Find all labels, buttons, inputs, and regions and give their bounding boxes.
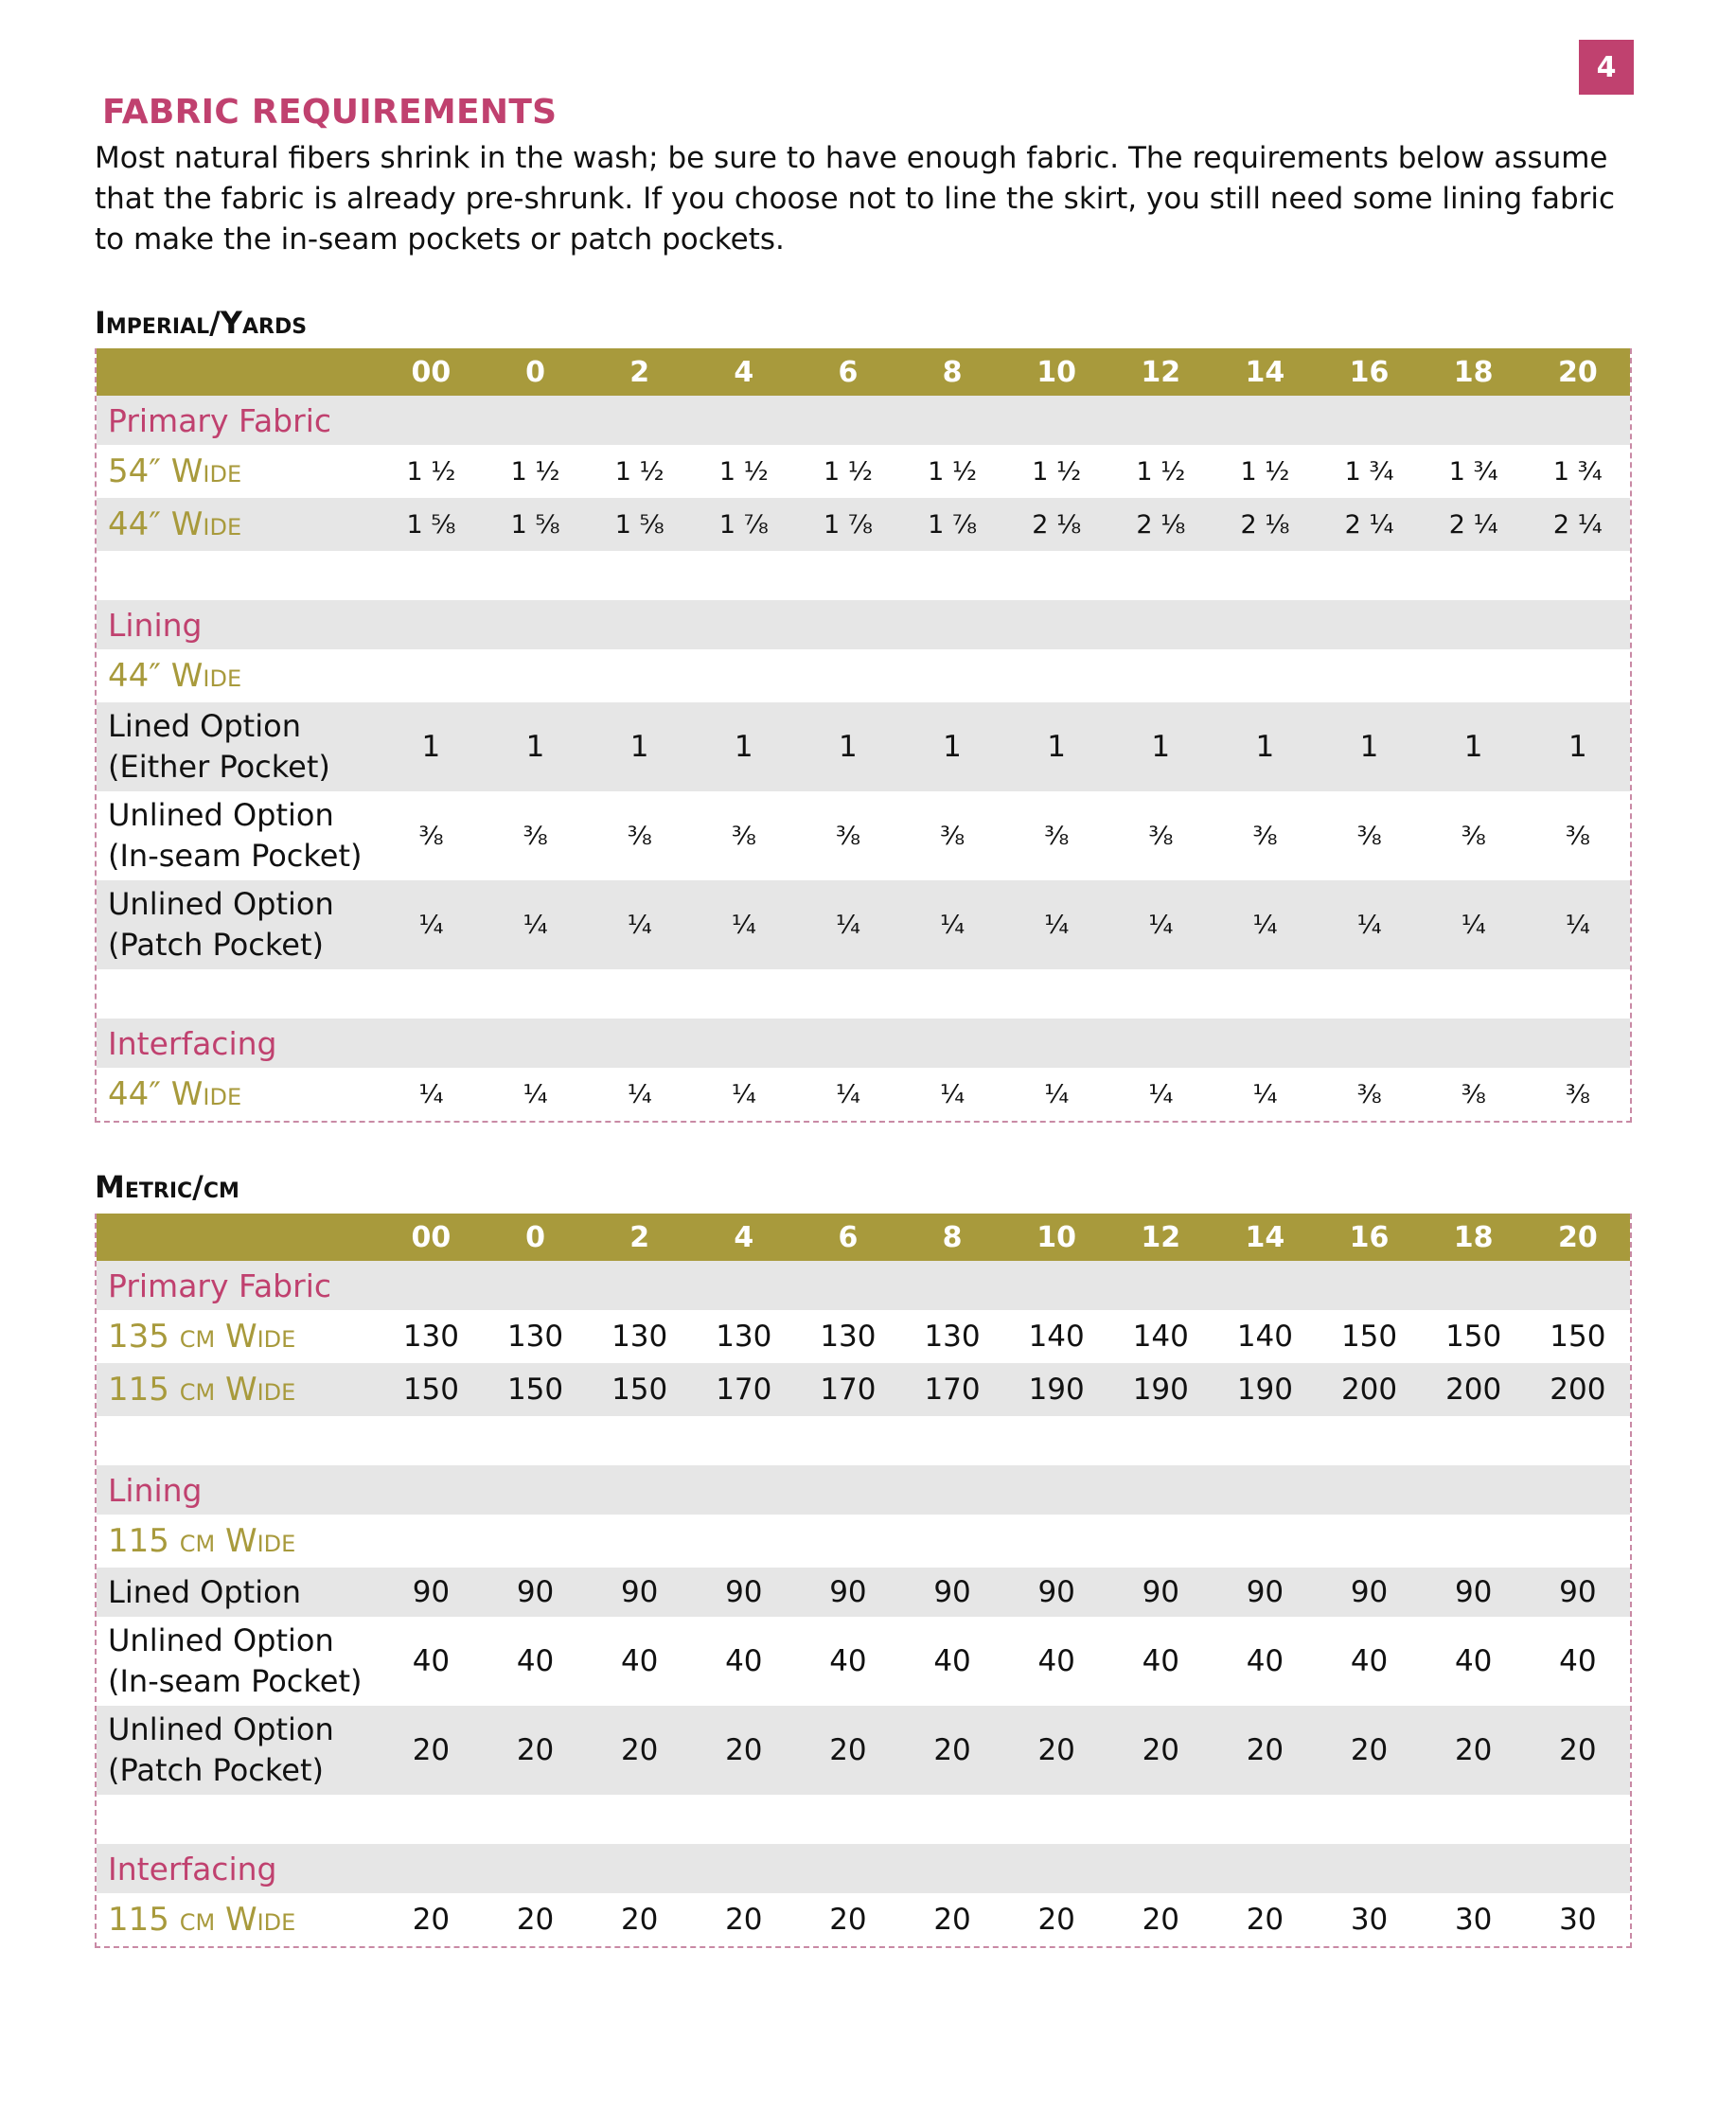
table-cell: ⅜ [1461,821,1486,851]
table-cell: 90 [725,1575,763,1609]
table-cell: 200 [1340,1373,1398,1407]
size-header-cell: 0 [525,1220,545,1254]
table-cell: ¼ [1252,1079,1278,1109]
page-number-badge: 4 [1579,40,1634,95]
table-cell: ⅜ [1565,1079,1590,1109]
width-label: 135 cm Wide [108,1318,296,1356]
table-cell: 1 ⅝ [510,509,560,540]
table-cell: ⅜ [1148,821,1174,851]
table-cell: 30 [1350,1903,1389,1937]
table-cell: 130 [402,1320,459,1354]
option-line: Lined Option [108,1573,301,1610]
table-cell: 1 ½ [823,456,873,487]
table-cell: 1 ¾ [1344,456,1394,487]
table-cell: 2 ⅛ [1240,509,1290,540]
option-label [97,1568,379,1617]
table-row [97,1617,1630,1706]
table-cell: ⅜ [731,821,756,851]
table-cell: 2 ¼ [1552,509,1603,540]
table-cell: 130 [716,1320,772,1354]
table-cell: ⅜ [1356,1079,1382,1109]
table-cell: 190 [1028,1373,1085,1407]
table-cell: 140 [1236,1320,1293,1354]
option-line: (In-seam Pocket) [108,838,363,874]
table-cell: ¼ [523,1079,548,1109]
table-cell: 20 [1350,1733,1389,1767]
table-cell: 1 [1151,730,1171,764]
table-cell: 1 [421,730,441,764]
table-cell: 20 [1142,1733,1180,1767]
option-line: (In-seam Pocket) [108,1663,363,1699]
table-cell: 150 [1445,1320,1502,1354]
table-cell: 1 ⅞ [928,509,978,540]
table-cell: 1 [943,730,962,764]
table-cell: 20 [516,1733,555,1767]
table-cell: 130 [611,1320,668,1354]
size-header-cell: 4 [734,1220,754,1254]
width-label: 44″ Wide [108,1075,242,1113]
table-cell: 2 ⅛ [1136,509,1186,540]
table-cell: 30 [1559,1903,1597,1937]
table-cell: 40 [620,1644,659,1678]
table-cell: 1 [525,730,545,764]
width-label: 54″ Wide [108,452,242,490]
size-header-cell: 2 [629,355,650,389]
table-cell: 150 [1340,1320,1398,1354]
table-cell: 20 [1246,1733,1284,1767]
table-cell: 40 [725,1644,763,1678]
primary-fabric-label: Primary Fabric [108,401,332,439]
table-row [97,1893,1630,1946]
size-header-cell: 14 [1245,1220,1285,1254]
table-cell: ¼ [418,910,444,940]
table-cell: ⅜ [1356,821,1382,851]
table-cell: 40 [1559,1644,1597,1678]
table-cell: 40 [516,1644,555,1678]
table-cell: 90 [1142,1575,1180,1609]
option-line: Unlined Option [108,1711,334,1747]
table-cell: 1 [1047,730,1067,764]
size-header-blank [97,348,379,396]
table-cell: 1 ¾ [1448,456,1498,487]
table-cell: 90 [1246,1575,1284,1609]
table-row [97,649,1630,702]
table-row [97,600,1630,649]
size-header-cell: 16 [1349,1220,1390,1254]
table-cell: ¼ [939,910,965,940]
table-cell: ¼ [1565,910,1590,940]
imperial-heading: Imperial/Yards [95,305,308,341]
table-cell: ¼ [1461,910,1486,940]
table-cell: 20 [1142,1903,1180,1937]
table-cell: 1 ½ [406,456,456,487]
size-header-cell: 6 [838,1220,859,1254]
table-cell: 1 ½ [1240,456,1290,487]
table-row [97,1568,1630,1617]
table-cell: 1 ½ [928,456,978,487]
table-cell: ¼ [731,1079,756,1109]
interfacing-label: Interfacing [108,1850,277,1887]
size-header-cell: 18 [1453,1220,1494,1254]
size-header-cell: 18 [1453,355,1494,389]
option-label [97,880,379,969]
table-row [97,1465,1630,1515]
table-cell: 20 [725,1733,763,1767]
table-cell: ¼ [939,1079,965,1109]
size-header-cell: 10 [1036,1220,1077,1254]
table-row [97,498,1630,551]
table-cell: ⅜ [523,821,548,851]
table-cell: 170 [924,1373,981,1407]
table-row [97,1068,1630,1121]
size-header-cell: 12 [1141,1220,1181,1254]
table-cell: 2 ⅛ [1032,509,1082,540]
imperial-size-header [97,348,1630,396]
table-cell: ¼ [731,910,756,940]
table-cell: 1 ½ [1032,456,1082,487]
primary-fabric-label: Primary Fabric [108,1267,332,1304]
width-label: 44″ Wide [108,657,242,695]
table-cell: 20 [1559,1733,1597,1767]
width-label: 115 cm Wide [108,1522,296,1560]
table-cell: ⅜ [939,821,965,851]
width-label: 115 cm Wide [108,1371,296,1409]
spacer-row [97,1795,1630,1844]
table-cell: ¼ [418,1079,444,1109]
table-cell: 20 [620,1733,659,1767]
table-cell: ¼ [627,1079,652,1109]
table-cell: 90 [1350,1575,1389,1609]
size-header-cell: 8 [942,355,963,389]
table-cell: 200 [1445,1373,1502,1407]
table-cell: 190 [1132,1373,1189,1407]
table-cell: 90 [933,1575,971,1609]
spacer-row [97,1416,1630,1465]
table-row [97,1515,1630,1568]
table-row [97,1844,1630,1893]
table-cell: 1 [629,730,649,764]
imperial-table [95,348,1632,1123]
size-header-cell: 20 [1557,1220,1598,1254]
size-header-cell: 00 [411,355,452,389]
table-cell: 20 [1037,1903,1075,1937]
size-header-cell: 14 [1245,355,1285,389]
table-cell: 40 [1142,1644,1180,1678]
spacer-row [97,551,1630,600]
table-cell: ⅜ [1044,821,1070,851]
table-cell: 1 ⅞ [718,509,769,540]
table-cell: ⅜ [627,821,652,851]
table-cell: 40 [1037,1644,1075,1678]
option-line: Unlined Option [108,1622,334,1658]
size-header-cell: 2 [629,1220,650,1254]
size-header-cell: 8 [942,1220,963,1254]
table-cell: 190 [1236,1373,1293,1407]
table-cell: 1 [839,730,858,764]
table-row [97,1706,1630,1795]
size-header-cell: 6 [838,355,859,389]
table-cell: 20 [933,1903,971,1937]
table-cell: 1 ½ [510,456,560,487]
table-cell: 20 [620,1903,659,1937]
table-cell: 200 [1550,1373,1606,1407]
table-row [97,1261,1630,1310]
table-row [97,702,1630,791]
table-cell: 20 [412,1733,451,1767]
table-cell: 1 ½ [718,456,769,487]
table-cell: 90 [1037,1575,1075,1609]
table-cell: 20 [829,1903,867,1937]
table-cell: 150 [611,1373,668,1407]
table-cell: 1 [1463,730,1483,764]
table-cell: 1 ⅝ [406,509,456,540]
table-cell: ¼ [835,910,860,940]
table-cell: 20 [933,1733,971,1767]
table-cell: 40 [1454,1644,1493,1678]
table-cell: 20 [725,1903,763,1937]
option-line: Unlined Option [108,797,334,833]
table-cell: 1 [734,730,753,764]
table-cell: ⅜ [1461,1079,1486,1109]
table-row [97,1019,1630,1068]
table-row [97,880,1630,969]
table-cell: ⅜ [1565,821,1590,851]
table-cell: 20 [1037,1733,1075,1767]
size-header-cell: 0 [525,355,545,389]
table-row [97,396,1630,445]
table-row [97,1310,1630,1363]
size-header-cell: 12 [1141,355,1181,389]
table-row [97,445,1630,498]
table-cell: 1 ½ [614,456,664,487]
table-cell: 1 [1568,730,1587,764]
spacer-row [97,969,1630,1019]
size-header-cell: 00 [411,1220,452,1254]
size-header-cell: 20 [1557,355,1598,389]
table-cell: 90 [1559,1575,1597,1609]
table-cell: ¼ [523,910,548,940]
table-cell: 1 ⅞ [823,509,873,540]
table-cell: 20 [516,1903,555,1937]
table-cell: ⅜ [835,821,860,851]
table-cell: 40 [829,1644,867,1678]
table-cell: 150 [506,1373,564,1407]
metric-heading: Metric/cm [95,1169,239,1205]
table-cell: 30 [1454,1903,1493,1937]
page-title: FABRIC REQUIREMENTS [102,93,558,132]
size-header-cell: 10 [1036,355,1077,389]
table-cell: 20 [1246,1903,1284,1937]
table-cell: ⅜ [418,821,444,851]
size-header-cell: 16 [1349,355,1390,389]
option-label [97,702,379,791]
width-label: 44″ Wide [108,505,242,543]
option-line: (Patch Pocket) [108,1752,324,1788]
table-cell: 130 [924,1320,981,1354]
table-cell: 150 [402,1373,459,1407]
option-label [97,1617,379,1706]
size-header-cell: 4 [734,355,754,389]
table-cell: ¼ [1044,1079,1070,1109]
width-label: 115 cm Wide [108,1901,296,1939]
table-cell: 20 [829,1733,867,1767]
table-row [97,1363,1630,1416]
table-cell: 140 [1028,1320,1085,1354]
table-cell: 90 [1454,1575,1493,1609]
table-cell: 1 [1255,730,1275,764]
table-cell: 150 [1550,1320,1606,1354]
lining-label: Lining [108,1471,203,1509]
table-cell: 20 [1454,1733,1493,1767]
table-cell: 130 [506,1320,564,1354]
table-cell: ¼ [627,910,652,940]
table-cell: 40 [1246,1644,1284,1678]
table-cell: ⅜ [1252,821,1278,851]
table-cell: 170 [820,1373,877,1407]
size-header-blank [97,1214,379,1261]
option-line: (Either Pocket) [108,749,330,785]
metric-table [95,1214,1632,1948]
table-cell: 90 [412,1575,451,1609]
table-row [97,791,1630,880]
table-cell: ¼ [835,1079,860,1109]
table-cell: 1 ¾ [1552,456,1603,487]
table-cell: 1 ½ [1136,456,1186,487]
intro-paragraph: Most natural fibers shrink in the wash; be sure to have enough fabric. The requirements below assume that the fabric is already pre-shrunk. If you choose not to line the skirt, you still need some lining fabric to make the in-seam pockets or patch pockets. [95,141,1616,257]
table-cell: 130 [820,1320,877,1354]
table-cell: 90 [620,1575,659,1609]
table-cell: 40 [933,1644,971,1678]
table-cell: 90 [516,1575,555,1609]
option-line: Unlined Option [108,886,334,922]
table-cell: 40 [1350,1644,1389,1678]
option-line: Lined Option [108,708,301,744]
table-cell: 2 ¼ [1448,509,1498,540]
table-cell: 140 [1132,1320,1189,1354]
table-cell: 20 [412,1903,451,1937]
lining-label: Lining [108,606,203,644]
metric-size-header [97,1214,1630,1261]
interfacing-label: Interfacing [108,1024,277,1062]
option-line: (Patch Pocket) [108,927,324,963]
option-label [97,791,379,880]
table-cell: ¼ [1148,1079,1174,1109]
table-cell: 1 ⅝ [614,509,664,540]
table-cell: 1 [1359,730,1379,764]
table-cell: ¼ [1148,910,1174,940]
option-label [97,1706,379,1795]
table-cell: 40 [412,1644,451,1678]
table-cell: 170 [716,1373,772,1407]
table-cell: ¼ [1252,910,1278,940]
table-cell: ¼ [1356,910,1382,940]
table-cell: 2 ¼ [1344,509,1394,540]
table-cell: 90 [829,1575,867,1609]
table-cell: ¼ [1044,910,1070,940]
